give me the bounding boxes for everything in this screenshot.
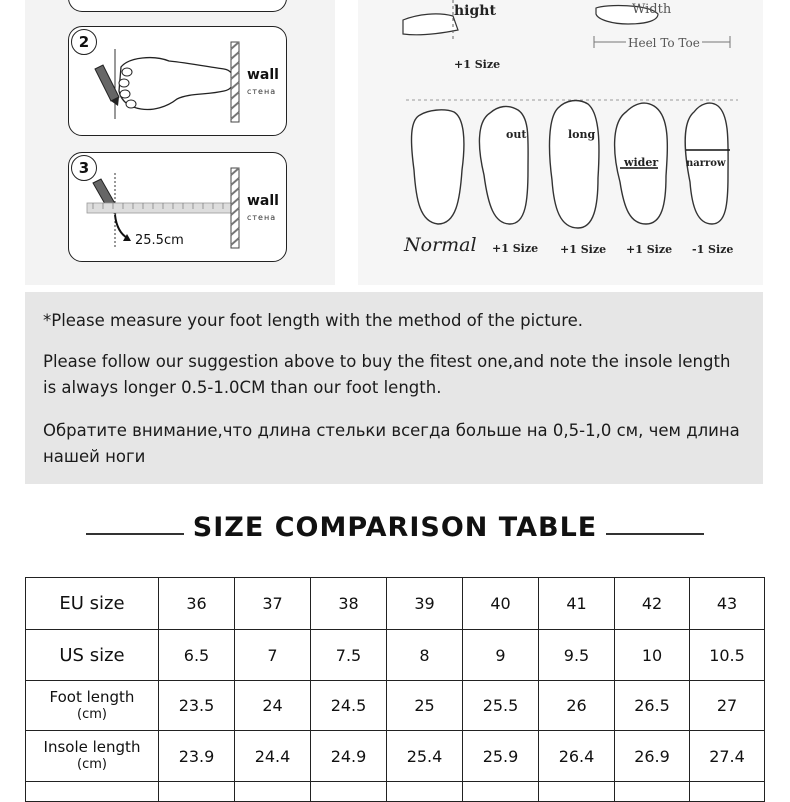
ruler-icon bbox=[87, 203, 231, 213]
table-cell: 25 bbox=[387, 681, 463, 731]
table-cell: 43 bbox=[690, 578, 765, 630]
instruction-line-3: Обратите внимание,что длина стельки всегда больше на 0,5-1,0 см, чем длина нашей ноги bbox=[43, 421, 740, 466]
foot-long-inner-label: long bbox=[568, 128, 596, 141]
wall-icon bbox=[231, 168, 239, 248]
table-cell: 26 bbox=[539, 681, 615, 731]
wall-icon bbox=[231, 42, 239, 122]
table-cell: 38 bbox=[311, 578, 387, 630]
row-header bbox=[26, 681, 159, 731]
table-cell: 23.5 bbox=[159, 681, 235, 731]
row-header: US size bbox=[26, 630, 159, 681]
table-cell bbox=[387, 782, 463, 802]
table-cell: 27.4 bbox=[690, 731, 765, 782]
table-cell: 36 bbox=[159, 578, 235, 630]
foot-narrow-caption: -1 Size bbox=[692, 243, 734, 256]
measure-steps-panel bbox=[25, 0, 335, 285]
table-cell: 24.9 bbox=[311, 731, 387, 782]
table-cell bbox=[26, 782, 159, 802]
table-cell: 7.5 bbox=[311, 630, 387, 681]
foot-out-icon bbox=[479, 106, 528, 224]
table-row-partial bbox=[26, 782, 765, 802]
foot-wider-caption: +1 Size bbox=[626, 243, 673, 256]
foot-wider-inner-label: wider bbox=[624, 156, 659, 169]
table-cell: 25.9 bbox=[463, 731, 539, 782]
table-cell: 9.5 bbox=[539, 630, 615, 681]
foot-height-sketch-icon bbox=[403, 0, 458, 40]
row-header-label: Insole length bbox=[43, 738, 141, 756]
wall-label: wall bbox=[247, 193, 279, 209]
table-cell: 42 bbox=[615, 578, 690, 630]
table-cell: 25.4 bbox=[387, 731, 463, 782]
table-cell: 39 bbox=[387, 578, 463, 630]
step-2-box bbox=[68, 26, 287, 136]
step-1-box bbox=[68, 0, 287, 12]
instruction-line-1: *Please measure your foot length with the method of the picture. bbox=[43, 311, 584, 330]
foot-long-caption: +1 Size bbox=[560, 243, 607, 256]
foot-shape-guide-panel bbox=[358, 0, 763, 285]
wall-label-ru: стена bbox=[247, 213, 277, 222]
table-cell bbox=[159, 782, 235, 802]
table-cell bbox=[463, 782, 539, 802]
table-cell: 10.5 bbox=[690, 630, 765, 681]
step-3-number: 3 bbox=[71, 155, 97, 181]
table-cell: 24.5 bbox=[311, 681, 387, 731]
measurement-label: 25.5cm bbox=[135, 233, 184, 248]
table-row bbox=[26, 681, 765, 731]
table-cell: 40 bbox=[463, 578, 539, 630]
step-2-number: 2 bbox=[71, 29, 97, 55]
row-header-label: Foot length bbox=[49, 687, 135, 706]
table-cell: 8 bbox=[387, 630, 463, 681]
hight-label: hight bbox=[454, 3, 496, 19]
row-header bbox=[26, 731, 159, 782]
step-3-box bbox=[68, 152, 287, 262]
curved-arrow-icon bbox=[115, 215, 131, 241]
measurement-instructions bbox=[25, 292, 763, 484]
table-cell: 24.4 bbox=[235, 731, 311, 782]
size-comparison-table bbox=[25, 577, 765, 802]
table-cell: 26.5 bbox=[615, 681, 690, 731]
table-cell: 9 bbox=[463, 630, 539, 681]
table-cell bbox=[539, 782, 615, 802]
table-cell: 25.5 bbox=[463, 681, 539, 731]
heel-to-toe-label: Heel To Toe bbox=[628, 36, 700, 50]
wall-label-ru: стена bbox=[247, 87, 277, 96]
row-header: EU size bbox=[26, 578, 159, 630]
table-cell: 24 bbox=[235, 681, 311, 731]
row-header-unit: (cm) bbox=[77, 706, 107, 722]
table-cell: 10 bbox=[615, 630, 690, 681]
table-cell: 6.5 bbox=[159, 630, 235, 681]
instruction-line-2: Please follow our suggestion above to buy the fitest one,and note the insole length is always longer 0.5-1.0CM than our foot length. bbox=[43, 352, 731, 397]
table-cell bbox=[615, 782, 690, 802]
table-row bbox=[26, 578, 765, 630]
foot-long-icon bbox=[550, 101, 599, 228]
table-cell: 7 bbox=[235, 630, 311, 681]
foot-narrow-inner-label: narrow bbox=[686, 158, 726, 169]
table-cell bbox=[235, 782, 311, 802]
table-cell: 41 bbox=[539, 578, 615, 630]
table-row bbox=[26, 731, 765, 782]
table-cell bbox=[311, 782, 387, 802]
plus-one-size-label: +1 Size bbox=[454, 58, 501, 71]
title-divider-right bbox=[606, 533, 704, 535]
table-cell: 37 bbox=[235, 578, 311, 630]
row-header-unit: (cm) bbox=[77, 757, 107, 772]
table-cell: 23.9 bbox=[159, 731, 235, 782]
table-row bbox=[26, 630, 765, 681]
table-cell: 26.9 bbox=[615, 731, 690, 782]
table-cell: 27 bbox=[690, 681, 765, 731]
size-table-title: SIZE COMPARISON TABLE bbox=[192, 512, 598, 543]
foot-normal-icon bbox=[412, 110, 464, 224]
table-cell: 26.4 bbox=[539, 731, 615, 782]
foot-out-caption: +1 Size bbox=[492, 242, 539, 255]
wall-label: wall bbox=[247, 67, 279, 83]
foot-normal-caption: Normal bbox=[404, 234, 477, 256]
width-label: Width bbox=[632, 2, 672, 17]
foot-out-inner-label: out bbox=[506, 128, 527, 141]
table-cell bbox=[690, 782, 765, 802]
